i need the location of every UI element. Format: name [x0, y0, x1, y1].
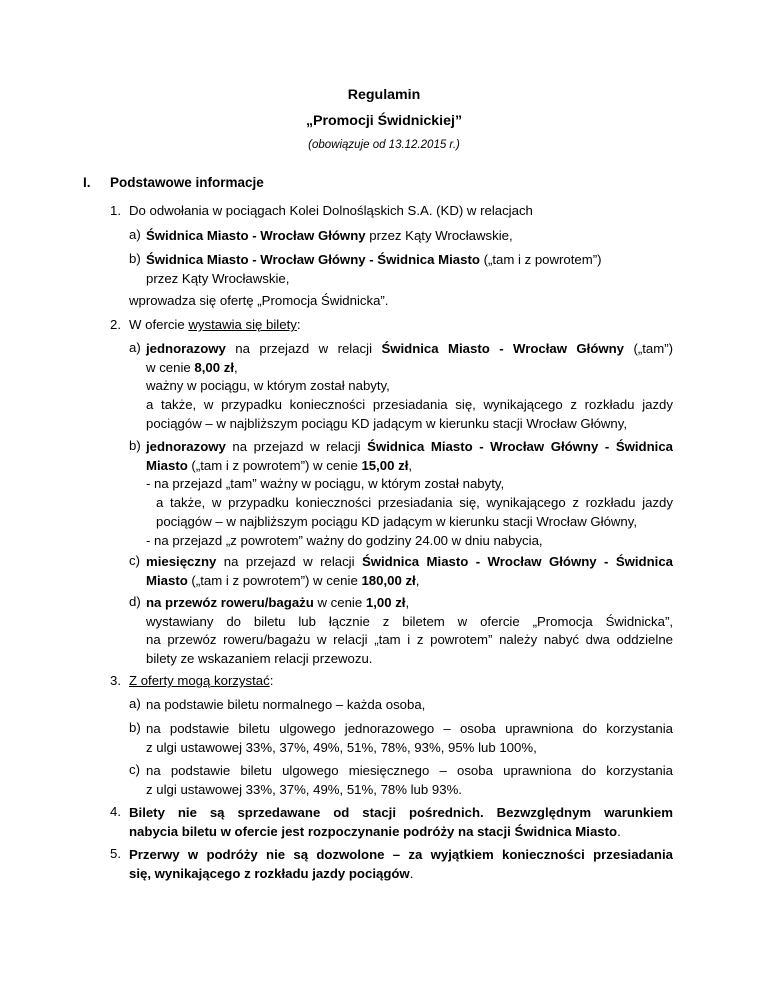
item-3c-line2: z ulgi ustawowej 33%, 37%, 49%, 51%, 78% lub 93%. — [146, 781, 462, 797]
item-2c-route-end: Miasto — [146, 572, 188, 588]
item-2-intro-post: : — [296, 317, 301, 332]
item-2d-l1-text: w cenie — [313, 595, 366, 610]
item-2b-line6: - na przejazd „z powrotem” ważny do godziny 24.00 w dniu nabycia, — [146, 532, 543, 548]
item-2a-route: Świdnica Miasto - Wrocław Główny — [381, 341, 625, 356]
item-2d-line2: wystawiany do biletu lub łącznie z biletem w ofercie „Promocja Świdnicka”, — [146, 613, 673, 629]
item-3-intro-post: : — [269, 673, 274, 688]
item-2c-price: 180,00 zł — [361, 572, 416, 588]
item-1-intro: Do odwołania w pociągach Kolei Dolnośląskich S.A. (KD) w relacjach — [129, 203, 533, 218]
item-3a-label: a) — [129, 696, 141, 711]
item-3-intro — [129, 673, 680, 688]
item-2b-l1-text: na przejazd w relacji — [225, 439, 368, 454]
item-1b-rest: („tam i z powrotem”) — [479, 252, 602, 267]
item-2a-text — [146, 340, 673, 434]
item-5-line2: się, wynikającego z rozkładu jazdy pociągów — [129, 865, 410, 881]
item-2d-price: 1,00 zł — [365, 595, 406, 610]
item-2a-line3: ważny w pociągu, w którym został nabyty, — [146, 378, 390, 394]
item-1-number: 1. — [110, 203, 121, 218]
item-3b-line2: z ulgi ustawowej 33%, 37%, 49%, 51%, 78%, 93%, 95% lub 100%, — [146, 739, 537, 755]
item-2b-route-end: Miasto — [146, 457, 188, 473]
item-4-text — [129, 804, 673, 841]
item-2-intro — [129, 317, 680, 332]
item-2a-label: a) — [129, 340, 141, 355]
item-2c-text — [146, 553, 673, 590]
item-2c-ticket-type: miesięczny — [146, 554, 217, 569]
item-4-line1: Bilety nie są sprzedawane od stacji pośrednich. Bezwzględnym warunkiem — [129, 805, 673, 820]
item-2a-ticket-type: jednorazowy — [146, 341, 226, 356]
effective-date-note: (obowiązuje od 13.12.2015 r.) — [308, 139, 460, 151]
item-5-line1: Przerwy w podróży nie są dozwolone – za wyjątkiem konieczności przesiadania — [129, 847, 673, 862]
item-2b-price-end: , — [408, 457, 413, 473]
item-2d-line4: bilety ze wskazaniem relacji przewozu. — [146, 651, 373, 667]
item-1b-route: Świdnica Miasto - Wrocław Główny - Świdnica Miasto — [146, 252, 480, 267]
item-3a-line1: na podstawie biletu normalnego – każda osoba, — [146, 697, 426, 712]
item-4-line2: nabycia biletu w ofercie jest rozpoczynanie podróży na stacji Świdnica Miasto — [129, 823, 618, 839]
section-title: Podstawowe informacje — [110, 175, 264, 190]
item-3c-line1: na podstawie biletu ulgowego miesięcznego – osoba uprawniona do korzystania — [146, 763, 673, 778]
item-2b-line5: pociągów – w najbliższym pociągu KD jadącym w kierunku stacji Wrocław Główny, — [156, 513, 638, 529]
item-5-line2-end: . — [409, 865, 414, 881]
item-2d-text — [146, 594, 673, 669]
item-2a-l1-text: na przejazd w relacji — [225, 341, 382, 356]
item-2b-text — [146, 438, 673, 550]
item-2d-line3: na przewóz roweru/bagażu w relacji „tam i z powrotem” należy nabyć dwa oddzielne — [146, 632, 673, 648]
item-2a-line5: pociągów – w najbliższym pociągu KD jadącym w kierunku stacji Wrocław Główny, — [146, 415, 628, 431]
item-2c-route: Świdnica Miasto - Wrocław Główny - Świdnica — [361, 554, 673, 569]
item-4-line2-end: . — [617, 823, 621, 839]
item-2b-price: 15,00 zł — [361, 457, 409, 473]
item-3c-text — [146, 762, 673, 799]
item-2-intro-pre: W ofercie — [129, 317, 189, 332]
item-3-intro-underlined: Z oferty mogą korzystać — [129, 673, 270, 688]
item-2a-price-end: , — [233, 359, 238, 375]
item-1b-text — [146, 251, 673, 288]
document-subtitle: „Promocji Świdnickiej” — [305, 113, 463, 129]
item-1a-route: Świdnica Miasto - Wrocław Główny — [146, 228, 366, 243]
section-number: I. — [83, 175, 91, 190]
item-2b-route: Świdnica Miasto - Wrocław Główny - Świdnica — [367, 439, 673, 454]
item-1b-label: b) — [129, 251, 141, 266]
item-4-number: 4. — [110, 804, 121, 819]
item-1-outro: wprowadza się ofertę „Promocja Świdnicka”. — [129, 293, 389, 308]
item-2-intro-underlined: wystawia się bilety — [188, 317, 297, 332]
item-1a-text — [146, 227, 673, 246]
item-2b-line4: a także, w przypadku konieczności przesiadania się, wynikającego z rozkładu jazdy — [156, 495, 673, 511]
item-3b-line1: na podstawie biletu ulgowego jednorazowego – osoba uprawniona do korzystania — [146, 721, 673, 736]
item-2c-price-end: , — [415, 572, 420, 588]
item-2b-ticket-type: jednorazowy — [146, 439, 226, 454]
item-5-number: 5. — [110, 846, 121, 861]
item-2b-line3: - na przejazd „tam” ważny w pociągu, w którym został nabyty, — [146, 476, 505, 492]
item-1b-line2: przez Kąty Wrocławskie, — [146, 270, 290, 286]
item-2c-label: c) — [129, 553, 140, 568]
item-2d-price-end: , — [405, 595, 410, 610]
item-2a-price-text: w cenie — [146, 359, 195, 375]
document-title: Regulamin — [347, 87, 421, 103]
item-1a-rest: przez Kąty Wrocławskie, — [365, 228, 513, 243]
item-2d-ticket-type: na przewóz roweru/bagażu — [146, 595, 314, 610]
item-3b-text — [146, 720, 673, 757]
item-1a-label: a) — [129, 227, 141, 242]
item-2-number: 2. — [110, 317, 121, 332]
item-2d-label: d) — [129, 594, 141, 609]
item-2a-price: 8,00 zł — [194, 359, 234, 375]
item-2a-line4: a także, w przypadku konieczności przesiadania się, wynikającego z rozkładu jazdy — [146, 397, 673, 413]
item-3b-label: b) — [129, 720, 141, 735]
item-2c-l2-text: („tam i z powrotem”) w cenie — [187, 572, 362, 588]
item-3-number: 3. — [110, 673, 121, 688]
item-2b-l2-text: („tam i z powrotem”) w cenie — [187, 457, 362, 473]
item-3a-text — [146, 696, 673, 715]
item-2b-label: b) — [129, 438, 141, 453]
item-5-text — [129, 846, 673, 883]
item-2c-l1-text: na przejazd w relacji — [216, 554, 362, 569]
item-3c-label: c) — [129, 762, 140, 777]
item-2a-l1-end: („tam”) — [624, 341, 673, 356]
